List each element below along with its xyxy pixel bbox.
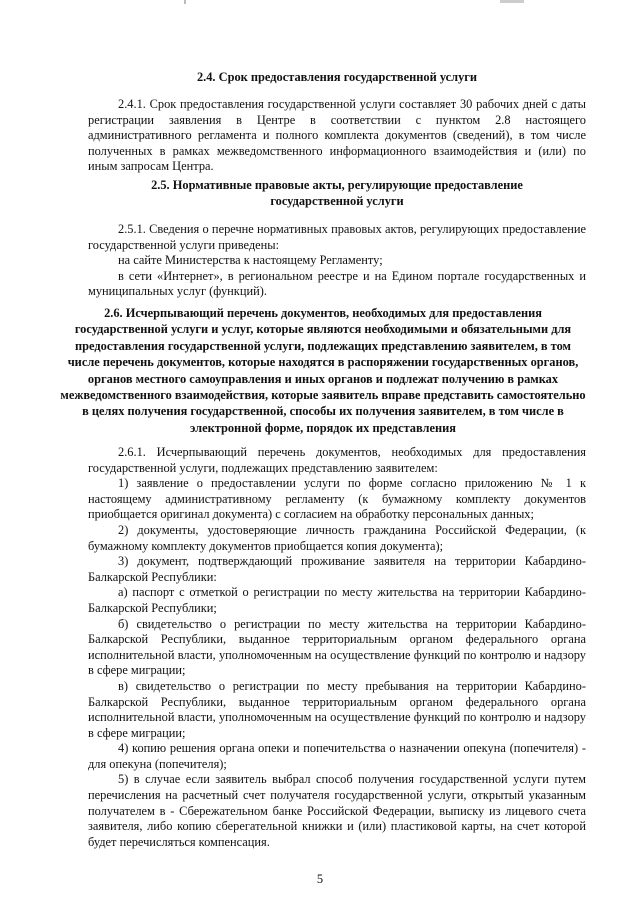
page-number: 5 [316, 872, 324, 886]
scan-artifact [184, 0, 186, 4]
list-item: 3) документ, подтверждающий проживание заявителя на территории Кабардино-Балкарской Республики: [88, 554, 586, 584]
list-item: 5) в случае если заявитель выбрал способ получения государственной услуги путем перечисления на расчетный счет получателя государственной услуги, открытый указанным получателем в - Сбережательном банке Российской Федерации, выписку из лицевого счета заявителя, либо копию сберегательной книжки и (или) пластиковой карты, на счет которой будет перечисляться компенсация. [88, 772, 586, 849]
section-2-6-heading: 2.6. Исчерпывающий перечень документов, необходимых для предоставления государственной услуги и услуг, которые являются необходимыми и обязательными для предоставления государственной услуги, подлежащих представлению заявителем, в том числе перечень документов, которые находятся в распоряжении государственных органов, органов местного самоуправления и иных органов и подлежат получению в рамках межведомственного взаимодействия, которые заявитель вправе представить самостоятельно в целях получения государственной, способы их получения заявителем, в том числе в электронной форме, порядок их представления [60, 306, 586, 435]
paragraph-2-6-1: 2.6.1. Исчерпывающий перечень документов, необходимых для предоставления государственной услуги, подлежащих представлению заявителем: [88, 445, 586, 475]
list-item: 2) документы, удостоверяющие личность гражданина Российской Федерации, (к бумажному комплекту документов приобщается копия документа); [88, 522, 586, 553]
list-item: б) свидетельство о регистрации по месту жительства на территории Кабардино-Балкарской Республики, выданное территориальным органом федерального органа исполнительной власти, уполномоченным на осуществление функций по контролю и надзору в сфере миграции; [88, 616, 586, 678]
paragraph-2-5-site: на сайте Министерства к настоящему Регламенту; [118, 253, 383, 268]
paragraph-2-5-1: 2.5.1. Сведения о перечне нормативных правовых актов, регулирующих предоставление государственной услуги приведены: [88, 222, 586, 252]
list-item: 1) заявление о предоставлении услуги по форме согласно приложению № 1 к настоящему административному регламенту (к бумажному комплекту документов приобщается оригинал документа) с согласием на обработку персональных данных; [88, 476, 586, 522]
section-2-5-heading-line1: 2.5. Нормативные правовые акты, регулирующие предоставление [151, 178, 523, 192]
list-item: в) свидетельство о регистрации по месту пребывания на территории Кабардино-Балкарской Республики, выданное территориальным органом федерального органа исполнительной власти, уполномоченным на осуществление функций по контролю и надзору в сфере миграции; [88, 678, 586, 740]
paragraph-2-4-1: 2.4.1. Срок предоставления государственной услуги составляет 30 рабочих дней с даты регистрации заявления в Центре в соответствии с пунктом 2.8 настоящего административного регламента и полного комплекта документов (сведений), в том числе полученных в рамках межведомственного информационного взаимодействия и (или) по иным запросам Центра. [88, 97, 586, 174]
paragraph-2-5-internet: в сети «Интернет», в региональном реестре и на Едином портале государственных и муниципальных услуг (функций). [88, 268, 586, 299]
section-2-5-heading [88, 178, 586, 209]
list-item: а) паспорт с отметкой о регистрации по месту жительства на территории Кабардино-Балкарской Республики; [88, 585, 586, 615]
list-item: 4) копию решения органа опеки и попечительства о назначении опекуна (попечителя) - для опекуна (попечителя); [88, 741, 586, 771]
scan-artifact [500, 0, 524, 3]
section-2-6-body [88, 445, 586, 850]
section-2-5-heading-line2: государственной услуги [270, 193, 404, 208]
section-2-4-body [88, 97, 586, 175]
section-2-5-body [88, 222, 586, 300]
section-2-4-heading: 2.4. Срок предоставления государственной услуги [196, 70, 478, 84]
